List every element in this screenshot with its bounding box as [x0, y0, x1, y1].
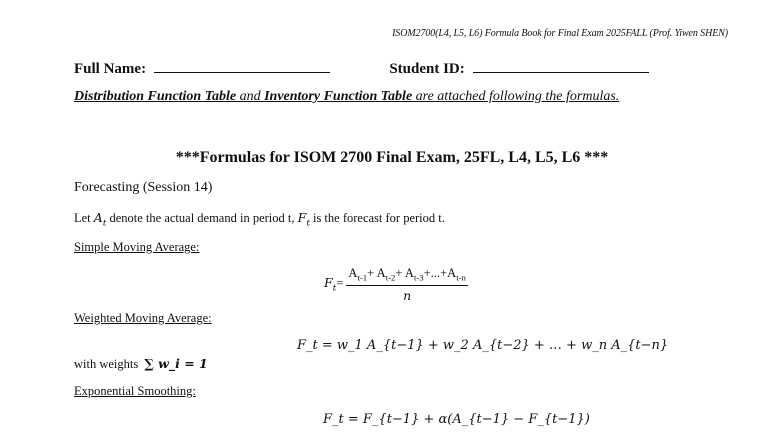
inventory-table-ref: Inventory Function Table	[264, 89, 413, 104]
symbol-A: A	[93, 210, 103, 225]
student-id-label: Student ID:	[389, 61, 465, 77]
section-heading-forecasting: Forecasting (Session 14)	[74, 180, 213, 195]
attachment-notice: Distribution Function Table and Inventory Function Table are attached following the formulas.	[74, 89, 620, 104]
identity-row	[74, 60, 649, 78]
es-label: Exponential Smoothing:	[74, 384, 196, 398]
document-title: ***Formulas for ISOM 2700 Final Exam, 25FL, L4, L5, L6 ***	[175, 149, 609, 166]
weights-constraint: with weights ∑ w_i = 1	[74, 356, 208, 371]
sma-fraction: $\frac{A_{t-1}+ A_{t-2}+ A_{t-3}+...+A_{t-n}}{n}$	[348, 266, 466, 303]
student-id-blank	[473, 60, 649, 73]
full-name-label: Full Name:	[74, 61, 147, 77]
wma-label: Weighted Moving Average:	[74, 311, 212, 325]
course-header: ISOM2700(L4, L5, L6) Formula Book for Final Exam 2025FALL (Prof. Yiwen SHEN)	[392, 28, 728, 39]
full-name-blank	[154, 60, 330, 73]
es-formula: F_t = F_{t−1} + α(A_{t−1} − F_{t−1})	[323, 412, 590, 427]
sma-label: Simple Moving Average:	[74, 240, 200, 254]
wma-formula: F_t = w_1 A_{t−1} + w_2 A_{t−2} + … + w_n A_{t−n}	[297, 338, 669, 353]
forecasting-intro: Let $A_t$ denote the actual demand in period t, $F_t$ is the forecast for period t.	[74, 210, 445, 229]
symbol-F: F	[297, 210, 307, 225]
sma-formula: $F_t=$ $\frac{A_{t-1}+ A_{t-2}+ A_{t-3}+...+A_{t-n}}{n}$	[324, 266, 466, 303]
distribution-table-ref: Distribution Function Table	[74, 89, 237, 104]
